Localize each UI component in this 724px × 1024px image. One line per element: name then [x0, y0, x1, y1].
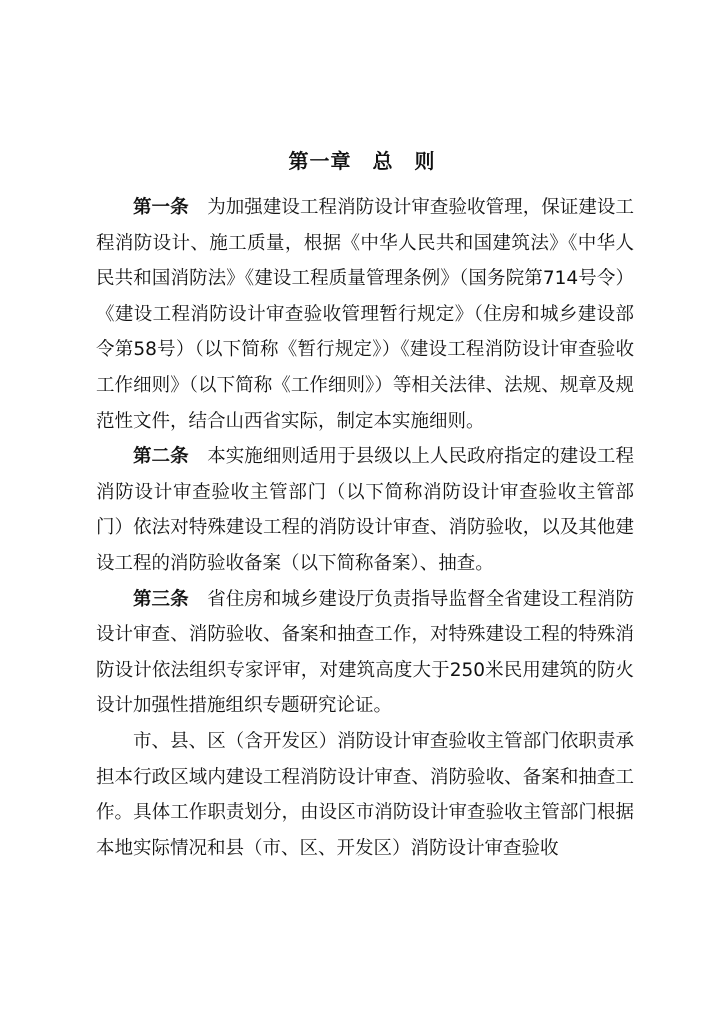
body-text [96, 190, 634, 866]
article-text: 本实施细则适用于县级以上人民政府指定的建设工程消防设计审查验收主管部门（以下简称消防设计审查验收主管部门）依法对特殊建设工程的消防设计审查、消防验收，以及其他建设工程的消防验收备案（以下简称备案）、抽查。 [96, 446, 634, 574]
article-number: 第三条 [133, 588, 189, 610]
article-text: 市、县、区（含开发区）消防设计审查验收主管部门依职责承担本行政区域内建设工程消防设计审查、消防验收、备案和抽查工作。具体工作职责划分，由设区市消防设计审查验收主管部门根据本地实际情况和县（市、区、开发区）消防设计审查验收 [96, 730, 634, 859]
article-paragraph-3 [96, 582, 634, 724]
article-text: 省住房和城乡建设厅负责指导监督全省建设工程消防设计审查、消防验收、备案和抽查工作，对特殊建设工程的特殊消防设计依法组织专家评审，对建筑高度大于250米民用建筑的防火设计加强性措施组织专题研究论证。 [96, 588, 634, 717]
article-number: 第二条 [133, 446, 189, 468]
article-paragraph-4 [96, 724, 634, 866]
article-paragraph-1 [96, 190, 634, 439]
article-text: 为加强建设工程消防设计审查验收管理，保证建设工程消防设计、施工质量，根据《中华人民共和国建筑法》《中华人民共和国消防法》《建设工程质量管理条例》（国务院第714号令）《建设工程消防设计审查验收管理暂行规定》（住房和城乡建设部令第58号）（以下简称《暂行规定》）《建设工程消防设计审查验收工作细则》（以下简称《工作细则》）等相关法律、法规、规章及规范性文件，结合山西省实际，制定本实施细则。 [96, 197, 634, 432]
chapter-title: 第一章 总 则 [288, 149, 436, 173]
article-number: 第一条 [133, 197, 189, 218]
article-paragraph-2 [96, 439, 634, 581]
